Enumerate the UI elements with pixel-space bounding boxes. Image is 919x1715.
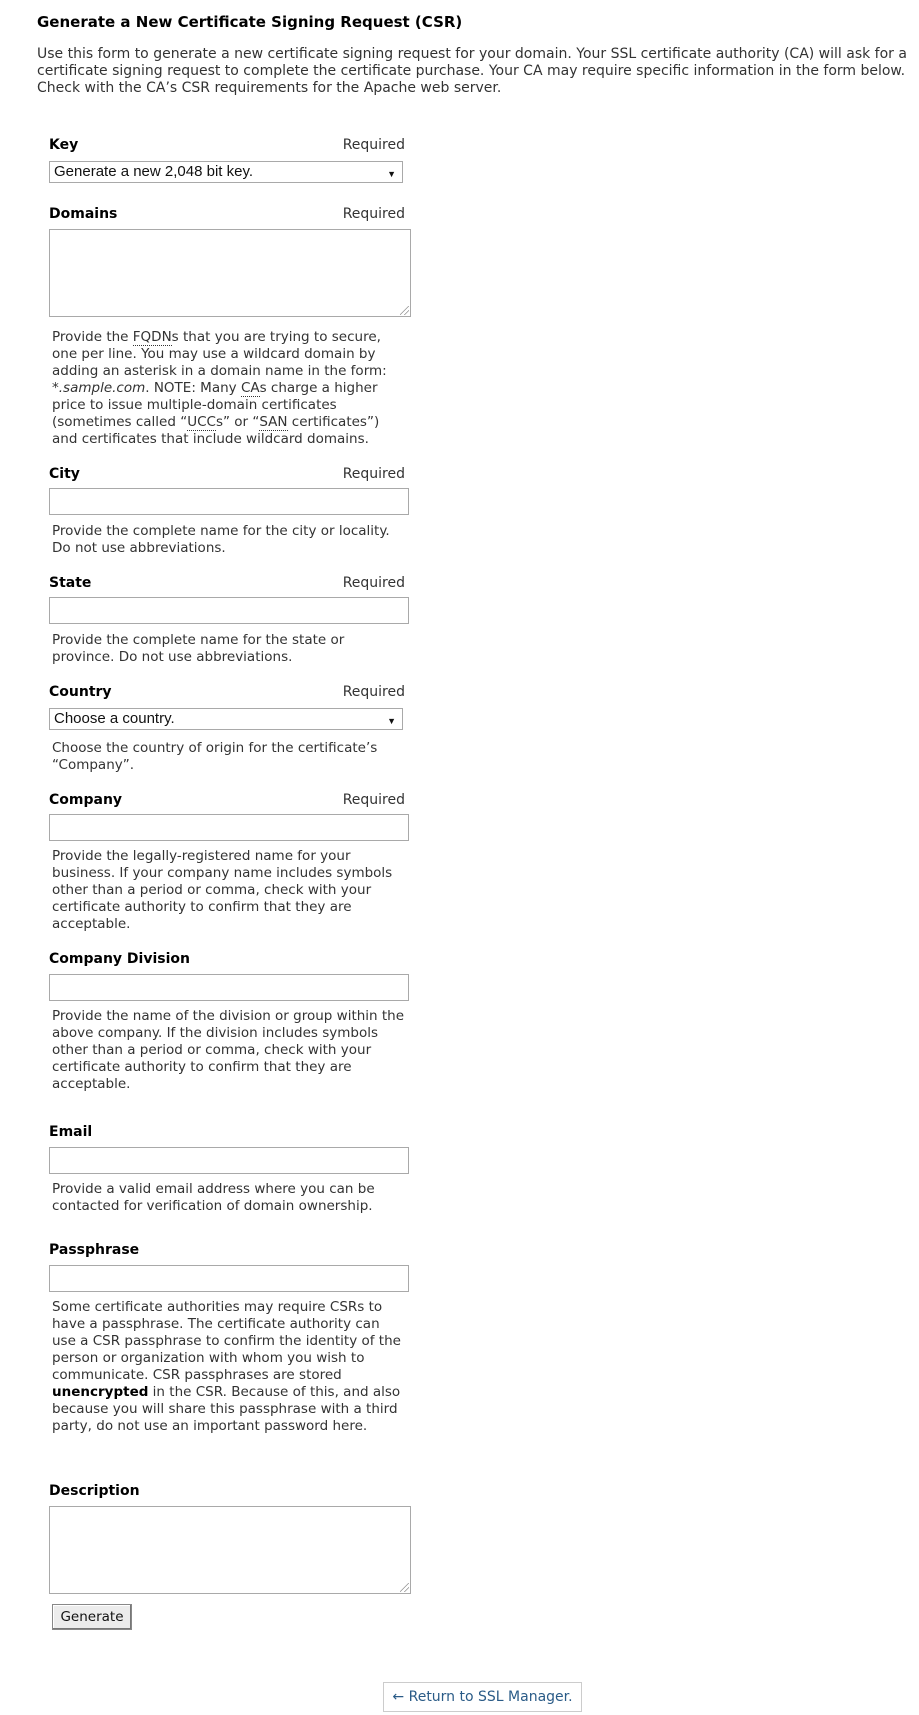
- company-label: Company: [49, 792, 123, 808]
- country-label: Country: [49, 684, 112, 700]
- country-select[interactable]: [49, 708, 403, 730]
- company-required: Required: [342, 792, 405, 808]
- company-division-help: Provide the name of the division or group within the above company. If the division includes symbols other than a period or comma, check with your certificate authority to confirm that they are acceptable.: [52, 1008, 405, 1092]
- ucc-abbr: UCC: [187, 414, 216, 430]
- country-label-row: [49, 684, 405, 702]
- state-label: State: [49, 575, 92, 591]
- key-select[interactable]: [49, 161, 403, 183]
- return-to-ssl-manager-link[interactable]: ← Return to SSL Manager.: [383, 1682, 582, 1712]
- state-label-row: [49, 575, 405, 593]
- city-label: City: [49, 466, 80, 482]
- city-required: Required: [342, 466, 405, 482]
- wildcard-example: *.sample.com: [52, 380, 146, 396]
- email-help: Provide a valid email address where you can be contacted for verification of domain ownership.: [52, 1181, 375, 1214]
- company-input[interactable]: [49, 814, 409, 841]
- fqdn-abbr: FQDN: [132, 329, 172, 345]
- domains-label-row: [49, 206, 405, 224]
- country-select-value: Choose a country.: [54, 710, 175, 727]
- passphrase-label: Passphrase: [49, 1242, 140, 1258]
- company-division-input[interactable]: [49, 974, 409, 1001]
- passphrase-label-row: [49, 1242, 405, 1260]
- dropdown-arrow-icon: ▼: [387, 716, 396, 726]
- domains-required: Required: [342, 206, 405, 222]
- ca-abbr: CA: [240, 380, 260, 396]
- passphrase-help: Some certificate authorities may require CSRs to have a passphrase. The certificate authority can use a CSR passphrase to confirm the identity of the person or organization with whom you wish to communicate. CSR passphrases are stored unencrypted in the CSR. Because of this, and also because you will share this passphrase with a third party, do not use an important password here.: [52, 1299, 401, 1434]
- dropdown-arrow-icon: ▼: [387, 169, 396, 179]
- email-label: Email: [49, 1124, 93, 1140]
- key-required: Required: [342, 137, 405, 153]
- description-label-row: [49, 1483, 405, 1501]
- company-division-label-row: [49, 951, 405, 969]
- generate-button[interactable]: Generate: [52, 1604, 132, 1630]
- passphrase-input[interactable]: [49, 1265, 409, 1292]
- san-abbr: SAN: [259, 414, 288, 430]
- country-required: Required: [342, 684, 405, 700]
- resize-grip-icon[interactable]: [400, 306, 409, 315]
- company-label-row: [49, 792, 405, 810]
- key-select-value: Generate a new 2,048 bit key.: [54, 163, 254, 180]
- email-label-row: [49, 1124, 405, 1142]
- key-label-row: [49, 137, 405, 155]
- description-label: Description: [49, 1483, 140, 1499]
- unencrypted-emphasis: unencrypted: [52, 1384, 149, 1400]
- page-title: Generate a New Certificate Signing Request (CSR): [37, 13, 463, 31]
- domains-help: Provide the FQDNs that you are trying to secure, one per line. You may use a wildcard domain by adding an asterisk in a domain name in the form: *.sample.com. NOTE: Many CAs charge a higher price to issue multiple-domain certificates (sometimes called “UCCs” or “SAN certificates”) and certificates that include wildcard domains.: [52, 329, 387, 447]
- state-input[interactable]: [49, 597, 409, 624]
- company-division-label: Company Division: [49, 951, 190, 967]
- description-textarea[interactable]: [49, 1506, 411, 1594]
- state-required: Required: [342, 575, 405, 591]
- key-label: Key: [49, 137, 79, 153]
- domains-label: Domains: [49, 206, 118, 222]
- domains-textarea[interactable]: [49, 229, 411, 317]
- city-label-row: [49, 466, 405, 484]
- company-help: Provide the legally-registered name for your business. If your company name includes symbols other than a period or comma, check with your certificate authority to confirm that they are acceptable.: [52, 848, 393, 932]
- resize-grip-icon[interactable]: [400, 1583, 409, 1592]
- city-help: Provide the complete name for the city or locality. Do not use abbreviations.: [52, 523, 390, 556]
- email-input[interactable]: [49, 1147, 409, 1174]
- intro-text: Use this form to generate a new certificate signing request for your domain. Your SSL certificate authority (CA) will ask for a certificate signing request to complete the certificate purchase. Your CA may require specific information in the form below. Check with the CA’s CSR requirements for the Apache web server.: [37, 46, 907, 96]
- city-input[interactable]: [49, 488, 409, 515]
- state-help: Provide the complete name for the state or province. Do not use abbreviations.: [52, 632, 345, 665]
- country-help: Choose the country of origin for the certificate’s “Company”.: [52, 740, 378, 773]
